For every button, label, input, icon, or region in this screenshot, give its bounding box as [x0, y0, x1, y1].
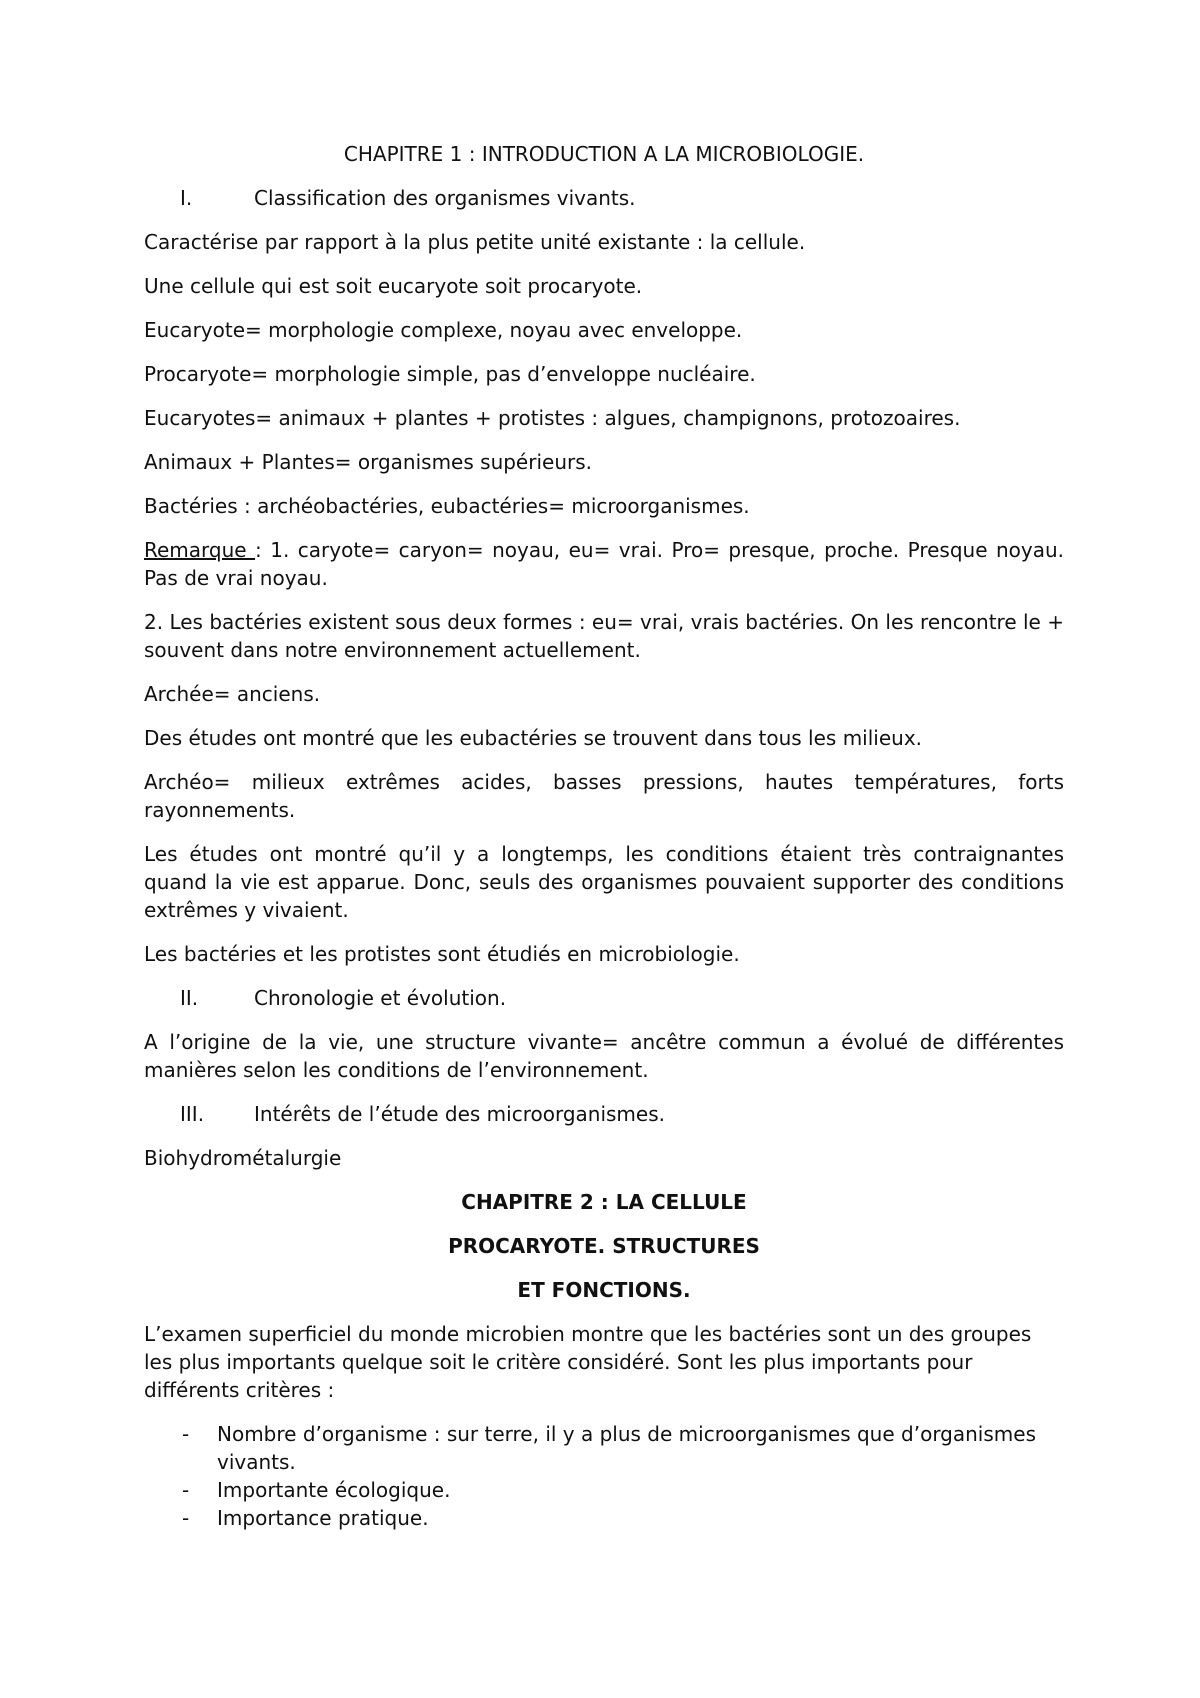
paragraph: Bactéries : archéobactéries, eubactéries= microorganismes. — [144, 494, 750, 518]
paragraph: Des études ont montré que les eubactéries se trouvent dans tous les milieux. — [144, 726, 923, 750]
paragraph: A l’origine de la vie, une structure vivante= ancêtre commun a évolué de différentes manières selon les conditions de l’environnement. — [144, 1030, 1064, 1082]
paragraph: Procaryote= morphologie simple, pas d’enveloppe nucléaire. — [144, 362, 756, 386]
section-heading-3 — [144, 1100, 1064, 1128]
list-dash: - — [182, 1478, 190, 1502]
paragraph: Caractérise par rapport à la plus petite unité existante : la cellule. — [144, 230, 806, 254]
section-number: III. — [180, 1102, 205, 1126]
remark-paragraph — [144, 536, 1064, 592]
paragraph: Biohydrométalurgie — [144, 1146, 342, 1170]
list-dash: - — [182, 1506, 190, 1530]
chapter2 — [144, 1188, 1064, 1532]
section-number: I. — [180, 186, 193, 210]
section-title: Classification des organismes vivants. — [254, 186, 636, 210]
list-item-text: Importance pratique. — [217, 1506, 429, 1530]
paragraph: Eucaryotes= animaux + plantes + protistes : algues, champignons, protozoaires. — [144, 406, 961, 430]
paragraph: Eucaryote= morphologie complexe, noyau avec enveloppe. — [144, 318, 743, 342]
paragraph: 2. Les bactéries existent sous deux formes : eu= vrai, vrais bactéries. On les rencontre le + souvent dans notre environnement actuellement. — [144, 610, 1064, 662]
paragraph: Animaux + Plantes= organismes supérieurs. — [144, 450, 592, 474]
chapter2-title-line3: ET FONCTIONS. — [517, 1278, 691, 1302]
section-heading-2 — [144, 984, 1064, 1012]
list-item-text: Nombre d’organisme : sur terre, il y a plus de microorganismes que d’organismes vivants. — [217, 1422, 1036, 1474]
remark-text: : 1. caryote= caryon= noyau, eu= vrai. Pro= presque, proche. Presque noyau. Pas de vrai noyau. — [144, 538, 1064, 590]
list-item — [144, 1476, 1064, 1504]
section-title: Chronologie et évolution. — [254, 986, 507, 1010]
list-item-text: Importante écologique. — [217, 1478, 451, 1502]
paragraph: L’examen superficiel du monde microbien montre que les bactéries sont un des groupes les plus importants quelque soit le critère considéré. Sont les plus importants pour différents critères : — [144, 1322, 1032, 1402]
paragraph: Archéo= milieux extrêmes acides, basses pressions, hautes températures, forts rayonnements. — [144, 770, 1064, 822]
remark-label: Remarque — [144, 538, 256, 562]
list-item — [144, 1420, 1064, 1476]
chapter2-title-line2: PROCARYOTE. STRUCTURES — [448, 1234, 760, 1258]
list-item — [144, 1504, 1064, 1532]
chapter2-title-line1: CHAPITRE 2 : LA CELLULE — [461, 1190, 747, 1214]
paragraph: Les études ont montré qu’il y a longtemps, les conditions étaient très contraignantes quand la vie est apparue. Donc, seuls des organismes pouvaient supporter des conditions extrêmes y vivaient. — [144, 842, 1064, 922]
section-number: II. — [180, 986, 199, 1010]
chapter1-title: CHAPITRE 1 : INTRODUCTION A LA MICROBIOLOGIE. — [343, 142, 865, 166]
list-dash: - — [182, 1422, 190, 1446]
paragraph: Archée= anciens. — [144, 682, 321, 706]
paragraph: Les bactéries et les protistes sont étudiés en microbiologie. — [144, 942, 740, 966]
document-page — [144, 140, 1064, 1532]
section-title: Intérêts de l’étude des microorganismes. — [254, 1102, 665, 1126]
section-heading-1 — [144, 184, 1064, 212]
paragraph: Une cellule qui est soit eucaryote soit procaryote. — [144, 274, 643, 298]
criteria-list — [144, 1420, 1064, 1532]
